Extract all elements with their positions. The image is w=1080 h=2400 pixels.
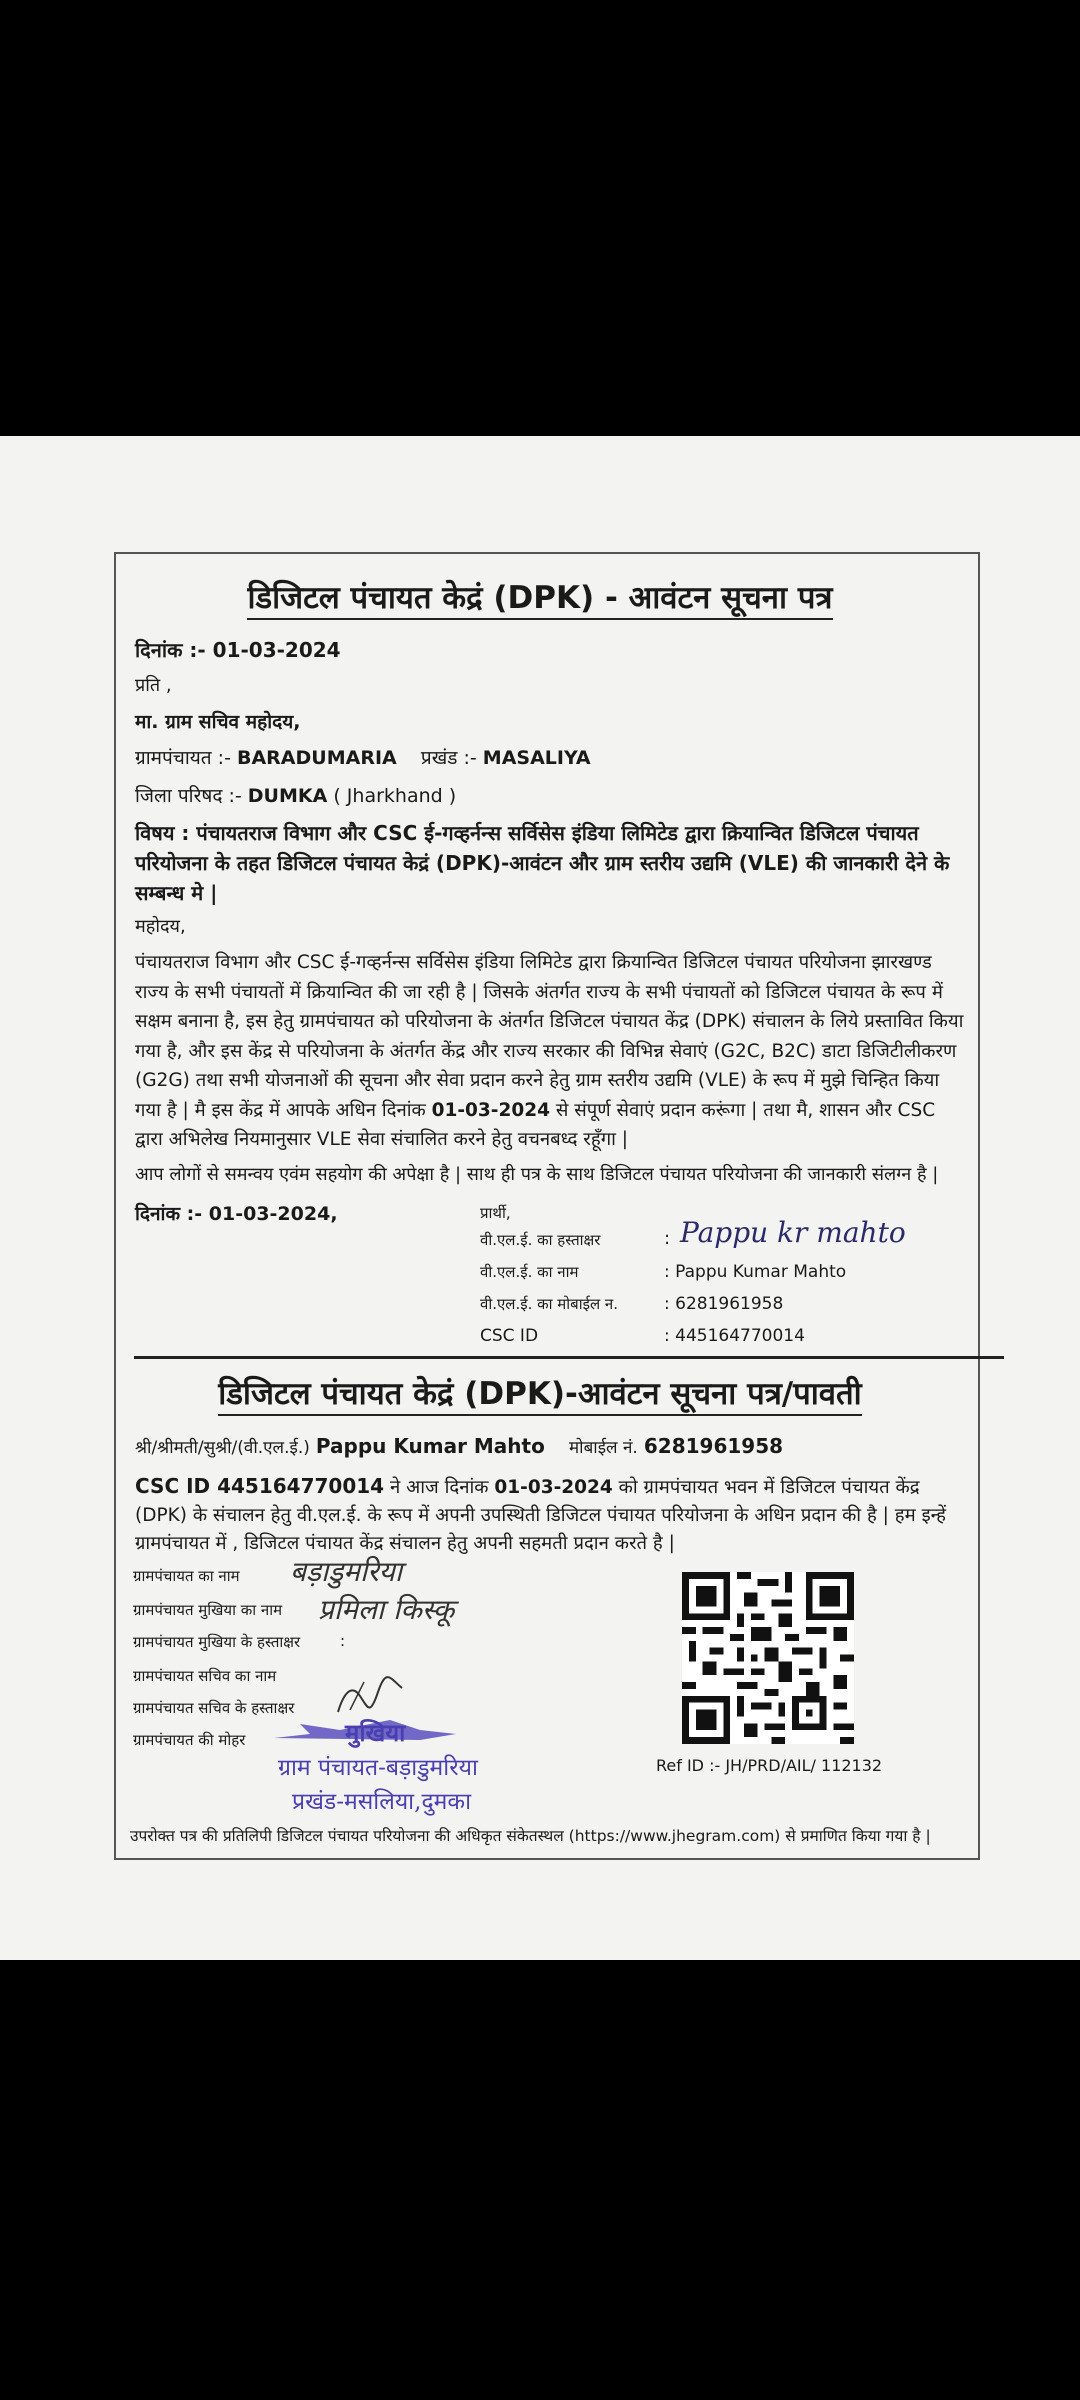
vle-sign-label: वी.एल.ई. का हस्ताक्षर: [480, 1231, 601, 1249]
district-value: DUMKA: [247, 785, 328, 807]
body-text-1: पंचायतराज विभाग और CSC ई-गव्हर्नन्स सर्विसेस इंडिया लिमिटेड द्वारा क्रियान्वित डिजिटल पंचायत परियोजना झारखण्ड राज्य के सभी पंचायतों में क्रियान्वित की जा रही है | जिसके अंतर्गत राज्य के सभी पंचायतों को डिजिटल पंचायत के रूप में सक्षम बनाना है, इस हेतु ग्रामपंचायत को परियोजना के अंतर्गत डिजिटल पंचायत केंद्र (DPK) संचालन के लिये प्रस्तावित किया गया है, और इस केंद्र से परियोजना के अंतर्गत केंद्र और राज्य सरकार की विभिन्न सेवाएं (G2C, B2C) डाटा डिजिटीलीकरण (G2G) तथा सभी योजनाओं की सूचना और सेवा प्रदान करने हेतु ग्राम स्तरीय उद्यमि (VLE) के रूप में मुझे चिन्हित किया गया है | मै इस केंद्र में आपके अधिन दिनांक: [135, 952, 964, 1121]
vle-signature: Pappu kr mahto: [680, 1216, 906, 1249]
ref-id: Ref ID :- JH/PRD/AIL/ 112132: [656, 1756, 883, 1775]
body-date: 01-03-2024: [431, 1099, 550, 1121]
receipt-text-rest: को ग्रामपंचायत भवन में डिजिटल पंचायत केंद्र (DPK) के संचालन हेतु वी.एल.ई. के रूप में अपनी उपस्थिती डिजिटल पंचायत परियोजना के अधिन प्रदान की है | हम इन्हें ग्रामपंचायत में , डिजिटल पंचायत केंद्र संचालन हेतु अपनी सहमती प्रदान करते है |: [135, 1477, 947, 1554]
stamp-block: प्रखंड-मसलिया,दुमका: [292, 1789, 472, 1815]
gp-label: ग्रामपंचायत :-: [135, 747, 231, 769]
district-state: ( Jharkhand ): [333, 785, 457, 807]
handwritten-mukhiya-name: प्रमिला किस्कू: [318, 1593, 455, 1626]
district-label: जिला परिषद :-: [135, 785, 242, 807]
csc-label: CSC ID: [480, 1326, 539, 1346]
field-mukhiya-sign: ग्रामपंचायत मुखिया के हस्ताक्षर: [133, 1633, 301, 1651]
field-mukhiya-sign-colon: :: [340, 1632, 346, 1650]
mobile-value: 6281961958: [643, 1434, 784, 1458]
gp-line: [135, 744, 591, 770]
block-value: MASALIYA: [482, 747, 591, 769]
field-sachiv-name: ग्रामपंचायत सचिव का नाम: [133, 1667, 277, 1685]
section-divider: [134, 1356, 1004, 1359]
receipt-title: डिजिटल पंचायत केद्रं (DPK)-आवंटन सूचना पत्र/पावती: [0, 1372, 1080, 1414]
notice-title: डिजिटल पंचायत केद्रं (DPK) - आवंटन सूचना पत्र: [0, 576, 1080, 618]
mobile-label: मोबाईल नं.: [569, 1438, 638, 1458]
vle-mobile-label: वी.एल.ई. का मोबाईल न.: [480, 1295, 619, 1313]
handwritten-gp-name: बड़ाडुमरिया: [290, 1555, 403, 1588]
vle-sign-colon: :: [664, 1228, 671, 1249]
notice-date-2: दिनांक :- 01-03-2024,: [135, 1203, 338, 1225]
qr-code: [682, 1572, 854, 1744]
csc-id-bold: CSC ID 445164770014: [135, 1474, 385, 1498]
receipt-name-line: [135, 1434, 783, 1458]
prati-label: प्रति ,: [135, 675, 172, 696]
field-gp-name: ग्रामपंचायत का नाम: [133, 1567, 240, 1585]
receipt-paragraph: [135, 1472, 967, 1558]
stamp-gp: ग्राम पंचायत-बड़ाडुमरिया: [278, 1755, 478, 1781]
gp-value: BARADUMARIA: [236, 747, 397, 769]
receipt-text-mid: ने आज दिनांक: [384, 1477, 495, 1498]
closing-line: आप लोगों से समन्वय एवंम सहयोग की अपेक्षा है | साथ ही पत्र के साथ डिजिटल पंचायत परियोजना की जानकारी संलग्न है |: [135, 1164, 939, 1185]
field-mukhiya-name: ग्रामपंचायत मुखिया का नाम: [133, 1601, 283, 1619]
csc-value: : 445164770014: [664, 1326, 805, 1346]
prarthi-label: प्रार्थी,: [480, 1204, 511, 1222]
addressee: मा. ग्राम सचिव महोदय,: [135, 711, 301, 733]
district-line: [135, 782, 456, 808]
subject: विषय : पंचायतराज विभाग और CSC ई-गव्हर्नन्स सर्विसेस इंडिया लिमिटेड द्वारा क्रियान्वित डिजिटल पंचायत परियोजना के तहत डिजिटल पंचायत केद्रं (DPK)-आवंटन और ग्राम स्तरीय उद्यमि (VLE) की जानकारी देने के सम्बन्ध मे |: [135, 821, 950, 905]
sachiv-signature: [330, 1672, 410, 1722]
notice-date: दिनांक :- 01-03-2024: [135, 638, 341, 662]
stamp-mukhiya: मुखिया: [345, 1718, 406, 1747]
vle-name: Pappu Kumar Mahto: [315, 1434, 545, 1458]
salutation: महोदय,: [135, 916, 186, 937]
field-sachiv-sign: ग्रामपंचायत सचिव के हस्ताक्षर: [133, 1699, 295, 1717]
footer-note: उपरोक्त पत्र की प्रतिलिपी डिजिटल पंचायत परियोजना की अधिकृत संकेतस्थल (https://www.jhegram.com) से प्रमाणित किया गया है |: [130, 1827, 931, 1845]
vle-mobile-value: : 6281961958: [664, 1294, 784, 1314]
vle-name-value: : Pappu Kumar Mahto: [664, 1262, 847, 1282]
body-paragraph: [135, 948, 967, 1155]
name-prefix: श्री/श्रीमती/सुश्री/(वी.एल.ई.): [135, 1438, 310, 1458]
field-seal: ग्रामपंचायत की मोहर: [133, 1731, 246, 1749]
receipt-date: 01-03-2024: [494, 1477, 613, 1498]
vle-name-label: वी.एल.ई. का नाम: [480, 1263, 579, 1281]
block-label: प्रखंड :-: [420, 747, 477, 769]
body-text-2: से संपूर्ण सेवाएं प्रदान करूंगा | तथा मै, शासन और CSC द्वारा अभिलेख नियमानुसार VLE सेवा संचालित करने हेतु वचनबध्द रहूँगा |: [135, 1099, 936, 1150]
